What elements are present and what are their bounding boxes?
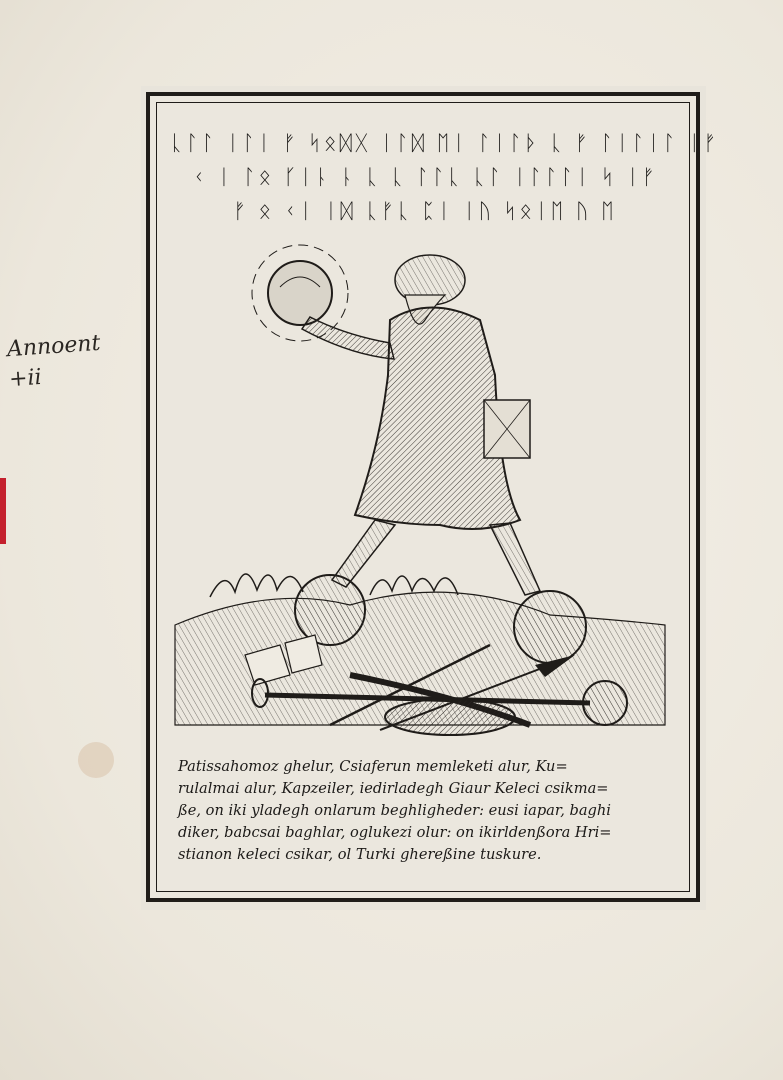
margin-note-line-1: Annoent	[6, 330, 102, 363]
script-line-1: ᚳᛚᛚ ᛁᛚᛁ ᚠ ᛋᛟᛞᚷ ᛁᛚᛞ ᛖᛁ ᛚᛁᛚᚦ ᚳ ᚠ ᛚᛁᛚᛁᛚ ᛁᚠ	[170, 131, 720, 155]
caption-line-3: ße, on iki yladegh onlarum beghligheder: eusi iapar, baghi	[178, 802, 611, 819]
figure-arm	[302, 317, 394, 359]
margin-handwritten-note	[6, 329, 103, 395]
turkish-figure	[332, 255, 540, 595]
caption-line-2: rulalmai alur, Kapzeiler, iedirladegh Giaur Keleci csikma=	[178, 780, 609, 797]
old-hungarian-script-inscription	[170, 126, 720, 228]
red-page-tab	[0, 478, 6, 544]
engraving-illustration	[150, 225, 690, 755]
caption-line-4: diker, babcsai baghlar, oglukezi olur: on ikirldenßora Hri=	[178, 824, 612, 841]
caption-line-1: Patissahomoz ghelur, Csiaferun memleketi alur, Ku=	[178, 758, 568, 775]
script-line-2: ᚲ ᛁ ᛚᛟ ᚴᛁᚿ ᚿ ᚳ ᚳ ᛚᛚᚳ ᚳᛚ ᛁᛚᛚᛚᛁ ᛋ ᛁᚠ	[192, 165, 658, 189]
engraving-caption	[178, 756, 694, 866]
caption-line-5: stianon keleci csikar, ol Turki ghereßine tuskure.	[178, 846, 542, 863]
radiant-sun	[252, 245, 348, 341]
globe-right	[514, 591, 586, 663]
globe-left	[295, 575, 365, 645]
foxing-stain	[78, 742, 114, 778]
script-line-3: ᚠ ᛟ ᚲᛁ ᛁᛞ ᚳᚠᚳ ᛈᛁ ᛁᚢ ᛋᛟᛁᛖ ᚢ ᛖ	[233, 199, 617, 223]
margin-note-line-2: +ii	[8, 364, 43, 393]
